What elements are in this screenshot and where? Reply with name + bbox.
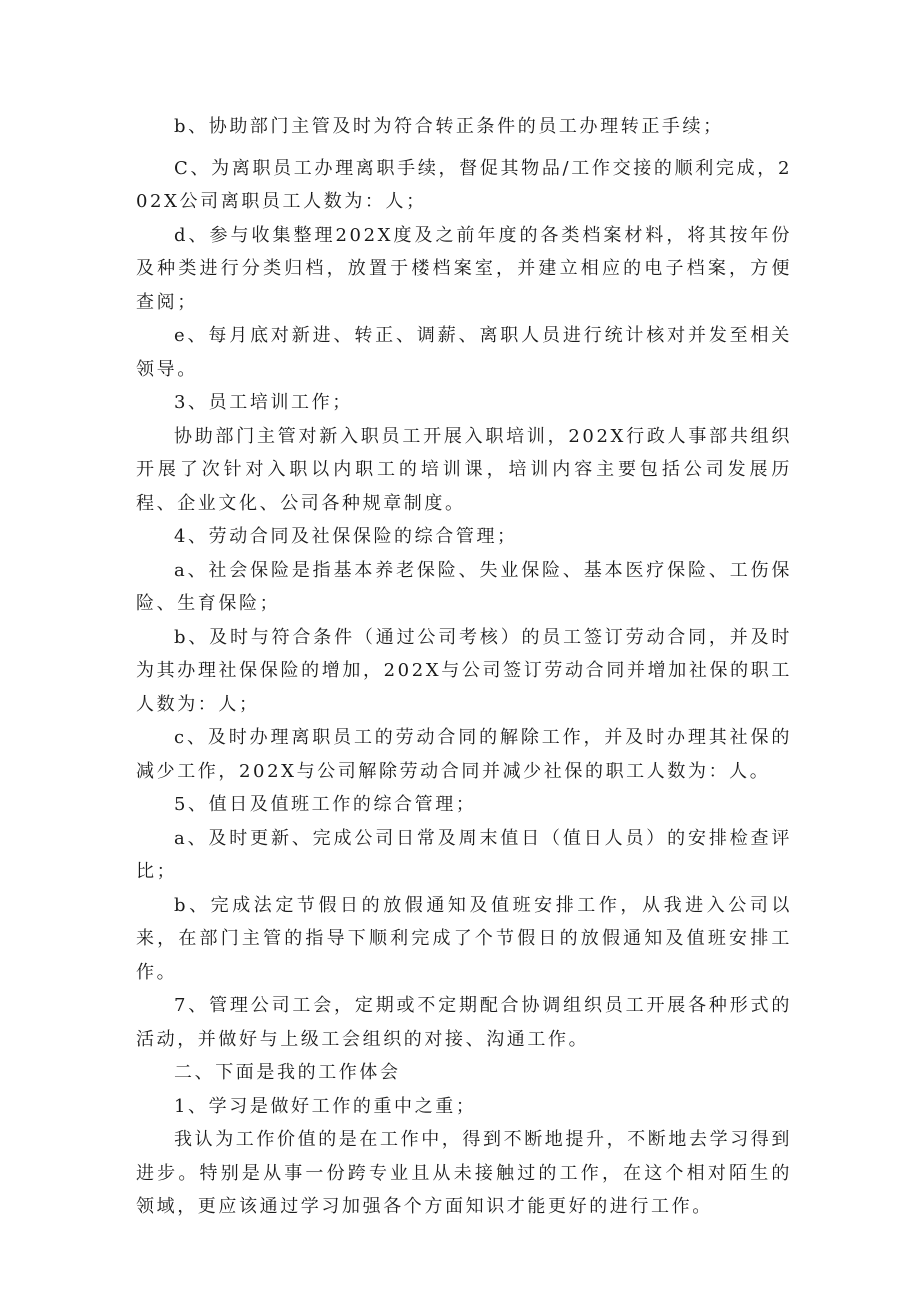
document-body <box>136 110 792 1224</box>
heading-work-experience: 二、下面是我的工作体会 <box>174 1062 401 1083</box>
heading-labor-contract: 4、劳动合同及社保保险的综合管理； <box>174 526 518 547</box>
paragraph-c-contract-termination: c、及时办理离职员工的劳动合同的解除工作，并及时办理其社保的减少工作，202X与公司解除劳动合同并减少社保的职工人数为：人。 <box>136 727 792 782</box>
paragraph-e-monthly-statistics: e、每月底对新进、转正、调薪、离职人员进行统计核对并发至相关领导。 <box>136 325 792 380</box>
paragraph-d-archives: d、参与收集整理202X度及之前年度的各类档案材料，将其按年份及种类进行分类归档，放置于楼档案室，并建立相应的电子档案，方便查阅； <box>136 224 792 313</box>
paragraph-b-contract-signing: b、及时与符合条件（通过公司考核）的员工签订劳动合同，并及时为其办理社保保险的增加，202X与公司签订劳动合同并增加社保的职工人数为：人； <box>136 626 792 715</box>
paragraph-union-management: 7、管理公司工会，定期或不定期配合协调组织员工开展各种形式的活动，并做好与上级工会组织的对接、沟通工作。 <box>136 995 792 1050</box>
heading-duty-management: 5、值日及值班工作的综合管理； <box>174 794 477 815</box>
paragraph-a-social-insurance: a、社会保险是指基本养老保险、失业保险、基本医疗保险、工伤保险、生育保险； <box>136 559 792 614</box>
paragraph-b-holiday-notice: b、完成法定节假日的放假通知及值班安排工作，从我进入公司以来，在部门主管的指导下顺利完成了个节假日的放假通知及值班安排工作。 <box>136 894 792 983</box>
paragraph-learning-details: 我认为工作价值的是在工作中，得到不断地提升，不断地去学习得到进步。特别是从事一份跨专业且从未接触过的工作，在这个相对陌生的领域，更应该通过学习加强各个方面知识才能更好的进行工作。 <box>136 1129 792 1217</box>
heading-learning: 1、学习是做好工作的重中之重； <box>174 1095 477 1117</box>
paragraph-training-details: 协助部门主管对新入职员工开展入职培训，202X行政人事部共组织开展了次针对入职以内职工的培训课，培训内容主要包括公司发展历程、企业文化、公司各种规章制度。 <box>136 425 792 514</box>
paragraph-a-duty-schedule: a、及时更新、完成公司日常及周末值日（值日人员）的安排检查评比； <box>136 827 792 882</box>
paragraph-c-resignation: C、为离职员工办理离职手续，督促其物品/工作交接的顺利完成，202X公司离职员工人数为：人； <box>136 157 792 212</box>
paragraph-b-regularization: b、协助部门主管及时为符合转正条件的员工办理转正手续； <box>174 116 724 137</box>
heading-staff-training: 3、员工培训工作； <box>174 392 353 413</box>
